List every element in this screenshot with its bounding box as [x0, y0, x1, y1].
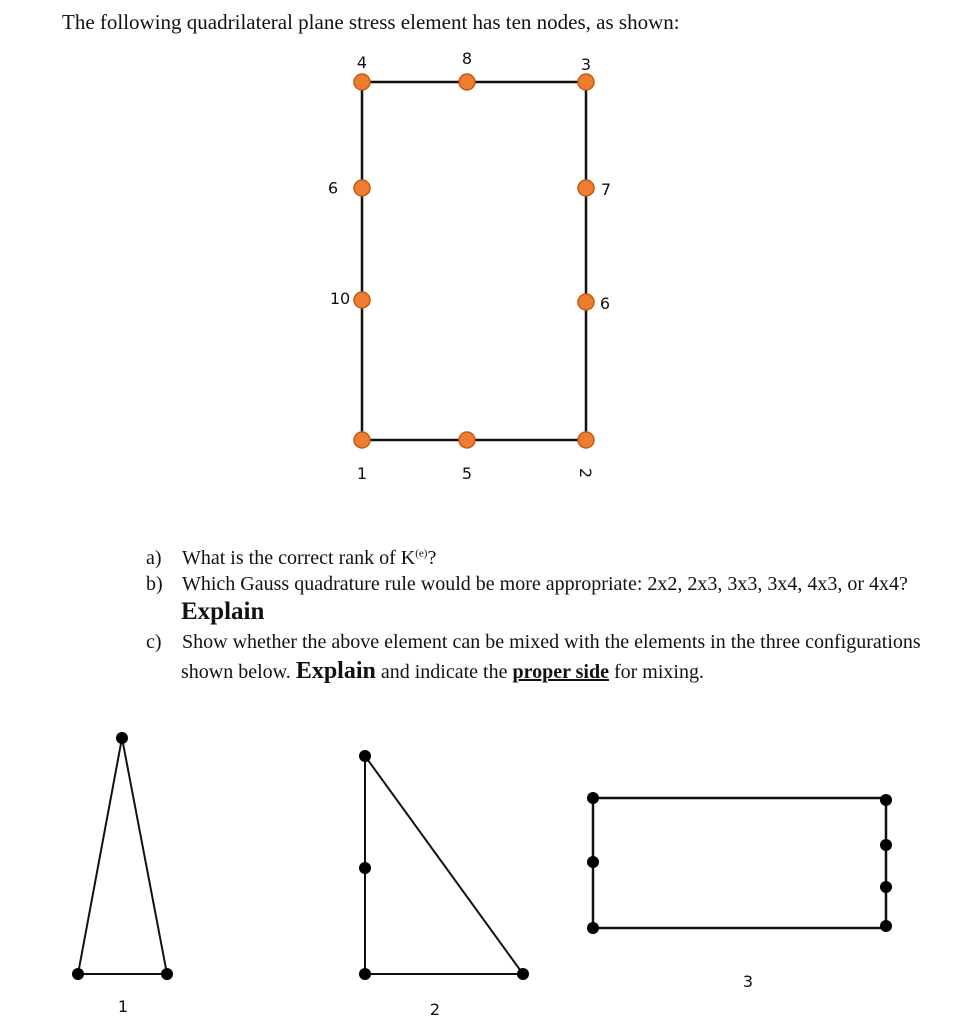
- node-label-8: 8: [461, 49, 473, 68]
- intro-text: The following quadrilateral plane stress element has ten nodes, as shown:: [62, 10, 680, 34]
- configuration-1-label: 1: [117, 997, 129, 1016]
- question-a-end: ?: [427, 547, 437, 569]
- configuration-2-node: [359, 750, 371, 762]
- configuration-2-node: [517, 968, 529, 980]
- configuration-3-node: [587, 922, 599, 934]
- element-node-4: [354, 74, 370, 90]
- element-node-2: [578, 432, 594, 448]
- node-label-5: 5: [461, 464, 473, 483]
- question-c-proper-side: proper side: [512, 661, 609, 683]
- question-b-text: Which Gauss quadrature rule would be more appropriate: 2x2, 2x3, 3x3, 3x4, 4x3, or 4x4?: [182, 573, 908, 595]
- node-label-10: 10: [329, 289, 351, 308]
- configuration-1-node: [72, 968, 84, 980]
- element-node-8: [459, 74, 475, 90]
- question-c-explain: Explain: [295, 658, 376, 684]
- node-label-6: 6: [599, 294, 611, 313]
- configuration-2-node: [359, 968, 371, 980]
- configuration-3-node: [587, 856, 599, 868]
- question-a-text-wrap: [182, 547, 436, 570]
- configuration-3-node: [587, 792, 599, 804]
- question-b-marker: b): [146, 573, 163, 595]
- configuration-2-label: 2: [429, 1000, 441, 1019]
- element-node-6: [578, 294, 594, 310]
- element-node-9: [354, 180, 370, 196]
- question-c-shown-below: shown below.: [181, 661, 291, 683]
- configuration-1-node: [161, 968, 173, 980]
- configuration-2-outline: [365, 756, 523, 974]
- configuration-3-label: 3: [742, 972, 754, 991]
- question-c-line1: Show whether the above element can be mixed with the elements in the three configurations: [182, 631, 921, 653]
- configuration-3-outline: [593, 798, 886, 928]
- node-label-7: 7: [600, 180, 612, 199]
- configuration-3-node: [880, 839, 892, 851]
- node-label-1: 1: [356, 464, 368, 483]
- element-node-3: [578, 74, 594, 90]
- element-node-10: [354, 292, 370, 308]
- configuration-1-outline: [78, 738, 167, 974]
- configuration-2: [359, 750, 529, 1019]
- element-node-7: [578, 180, 594, 196]
- configuration-2-node: [359, 862, 371, 874]
- question-a-text: What is the correct rank of K: [182, 547, 416, 569]
- question-a-marker: a): [146, 547, 162, 569]
- question-c-marker: c): [146, 631, 162, 653]
- element-node-1: [354, 432, 370, 448]
- configuration-3-node: [880, 794, 892, 806]
- question-c-indicate: and indicate the: [380, 661, 508, 683]
- question-c-for-mixing: for mixing.: [613, 661, 704, 683]
- node-label-3: 3: [580, 55, 592, 74]
- configuration-3-node: [880, 920, 892, 932]
- question-c-line2: [181, 658, 704, 685]
- element-outline: [362, 82, 586, 440]
- configuration-1-node: [116, 732, 128, 744]
- question-b-explain: Explain: [181, 598, 265, 625]
- element-node-5: [459, 432, 475, 448]
- configuration-3-node: [880, 881, 892, 893]
- node-label-9: 9: [327, 178, 339, 197]
- node-label-2: 2: [576, 467, 595, 479]
- configuration-1: [72, 732, 173, 1016]
- node-label-4: 4: [356, 53, 368, 72]
- question-a-superscript: (e): [415, 547, 428, 560]
- configuration-3: [587, 792, 892, 991]
